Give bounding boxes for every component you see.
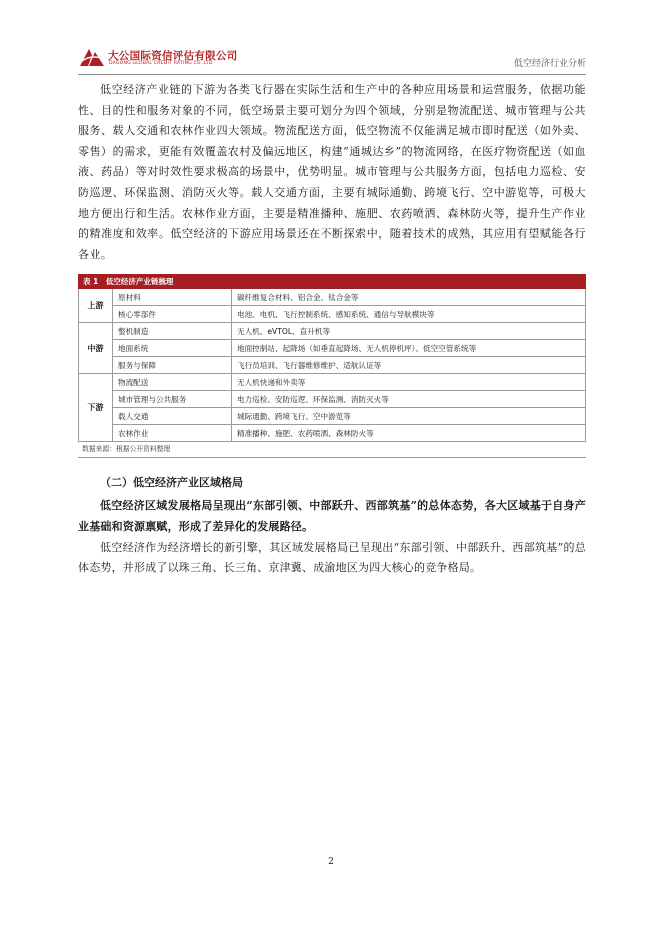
table-cell-detail: 飞行员培训、飞行器维修维护、适航认证等 [232, 357, 586, 374]
logo-english-name: DAGONG GLOBAL CREDIT RATING CO.,LTD [109, 61, 213, 66]
table-cell-category: 核心零部件 [113, 306, 232, 323]
table-cell-category: 服务与保障 [113, 357, 232, 374]
page-content [78, 80, 586, 579]
table-cell-detail: 城际通勤、跨境飞行、空中游览等 [232, 408, 586, 425]
table-cell-detail: 电力巡检、安防巡逻、环保监测、消防灭火等 [232, 391, 586, 408]
table-row [79, 323, 586, 340]
industry-chain-table [78, 274, 586, 458]
table-title: 表 1 低空经济产业链梳理 [78, 274, 586, 289]
body-paragraph-1: 低空经济产业链的下游为各类飞行器在实际生活和生产中的各种应用场景和运营服务，依据功能性、目的性和服务对象的不同，低空场景主要可划分为四个领域，分别是物流配送、城市管理与公共服务、载人交通和农林作业四大领域。物流配送方面，低空物流不仅能满足城市即时配送（如外卖、零售）的需求，更能有效覆盖农村及偏远地区，构建“通城达乡”的物流网络，在医疗物资配送（如血液、药品）等对时效性要求极高的场景中，优势明显。城市管理与公共服务方面，包括电力巡检、安防巡逻、环保监测、消防灭火等。载人交通方面，主要有城际通勤、跨境飞行、空中游览等，可极大地方便出行和生活。农林作业方面，主要是精准播种、施肥、农药喷洒、森林防火等，提升生产作业的精准度和效率。低空经济的下游应用场景还在不断探索中，随着技术的成熟，其应用有望赋能各行各业。 [78, 83, 586, 261]
bold-summary-paragraph: 低空经济区域发展格局呈现出“东部引领、中部跃升、西部筑基”的总体态势，各大区域基于自身产业基础和资源禀赋，形成了差异化的发展路径。 [78, 499, 586, 533]
table-row [79, 408, 586, 425]
table-cell-detail: 精准播种、施肥、农药喷洒、森林防火等 [232, 425, 586, 442]
table-grid [78, 289, 586, 442]
table-cell-category: 城市管理与公共服务 [113, 391, 232, 408]
table-row [79, 391, 586, 408]
table-cell-category: 农林作业 [113, 425, 232, 442]
dagong-logo-icon [78, 46, 106, 68]
table-cell-category: 地面系统 [113, 340, 232, 357]
table-cell-category: 载人交通 [113, 408, 232, 425]
table-cell-category: 物流配送 [113, 374, 232, 391]
logo-chinese-name: 大公国际资信评估有限公司 [108, 50, 238, 62]
table-row [79, 425, 586, 442]
table-cell-detail: 地面控制站、起降场（如垂直起降场、无人机停机坪）、低空空管系统等 [232, 340, 586, 357]
table-row [79, 340, 586, 357]
stage-upstream: 上游 [79, 289, 113, 323]
table-row [79, 289, 586, 306]
table-source-note: 数据来源：根据公开资料整理 [78, 442, 586, 458]
stage-midstream: 中游 [79, 323, 113, 374]
page-number: 2 [328, 857, 334, 867]
document-title: 低空经济行业分析 [513, 59, 586, 69]
body-paragraph-2: 低空经济作为经济增长的新引擎，其区域发展格局已呈现出“东部引领、中部跃升、西部筑基”的总体态势，并形成了以珠三角、长三角、京津冀、成渝地区为四大核心的竞争格局。 [78, 540, 586, 575]
page-header [78, 44, 586, 75]
table-cell-detail: 碳纤维复合材料、铝合金、钛合金等 [232, 289, 586, 306]
table-cell-category: 整机制造 [113, 323, 232, 340]
table-row [79, 357, 586, 374]
stage-downstream: 下游 [79, 374, 113, 442]
table-cell-detail: 电池、电机、飞行控制系统、感知系统、通信与导航模块等 [232, 306, 586, 323]
table-row [79, 306, 586, 323]
section-heading: （二）低空经济产业区域格局 [100, 476, 243, 490]
table-cell-detail: 无人机、eVTOL、直升机等 [232, 323, 586, 340]
table-cell-detail: 无人机快递和外卖等 [232, 374, 586, 391]
table-row [79, 374, 586, 391]
table-cell-category: 原材料 [113, 289, 232, 306]
company-logo [78, 46, 238, 70]
